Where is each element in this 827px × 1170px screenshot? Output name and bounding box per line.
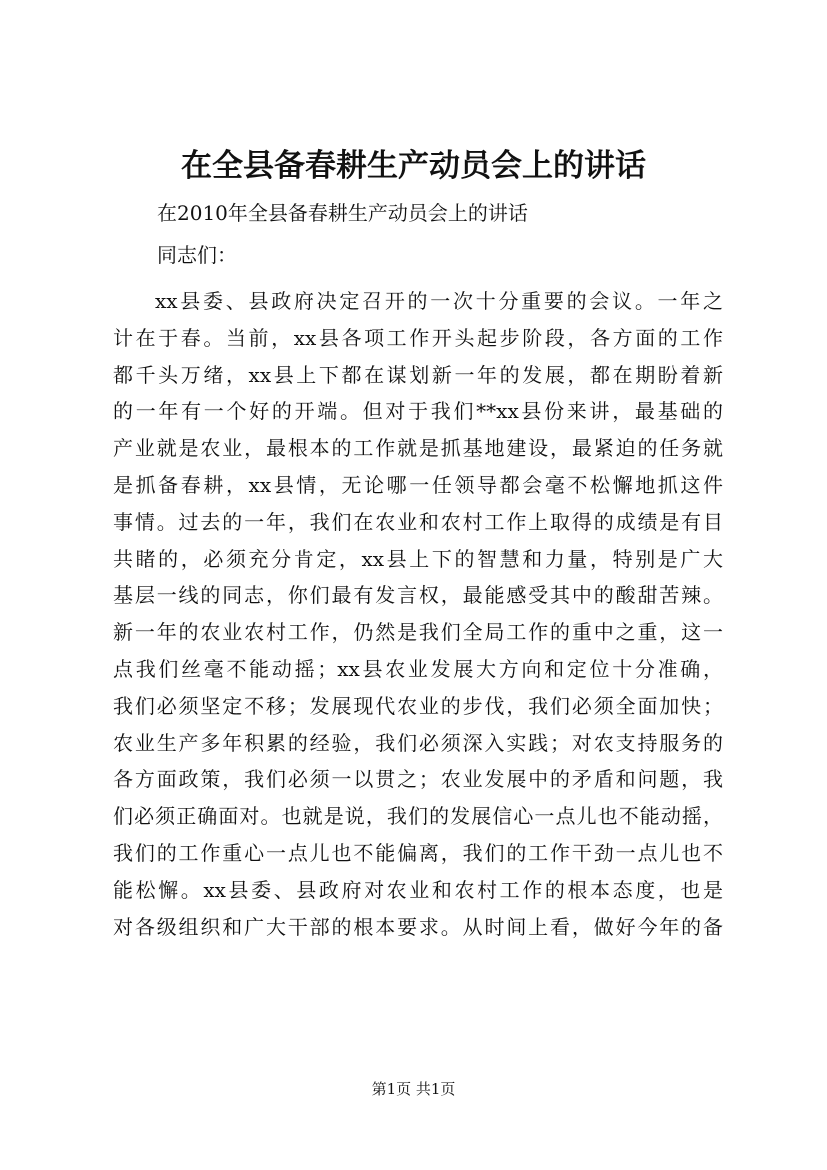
body-line: 基层一线的同志，你们最有发言权，最能感受其中的酸甜苦辣。 [113,583,723,608]
body-paragraph [113,283,723,945]
body-line: 新一年的农业农村工作，仍然是我们全局工作的重中之重，这一 [113,620,723,645]
body-line: 计在于春。当前，xx县各项工作开头起步阶段，各方面的工作 [113,325,723,350]
document-title: 在全县备春耕生产动员会上的讲话 [181,148,646,184]
page-footer: 第1页 共1页 [371,1080,456,1098]
body-line: 的一年有一个好的开端。但对于我们**xx县份来讲，最基础的 [113,399,723,424]
body-line: xx县委、县政府决定召开的一次十分重要的会议。一年之 [155,289,723,313]
body-line: 是抓备春耕，xx县情，无论哪一任领导都会毫不松懈地抓这件 [113,472,723,497]
body-line: 我们必须坚定不移；发展现代农业的步伐，我们必须全面加快； [113,693,723,718]
body-line: 共睹的，必须充分肯定，xx县上下的智慧和力量，特别是广大 [113,546,723,571]
document-subtitle: 在2010年全县备春耕生产动员会上的讲话 [157,201,528,225]
body-line: 点我们丝毫不能动摇；xx县农业发展大方向和定位十分准确， [113,656,723,681]
body-line: 能松懈。xx县委、县政府对农业和农村工作的根本态度，也是 [113,877,723,902]
body-line: 对各级组织和广大干部的根本要求。从时间上看，做好今年的备 [113,914,723,939]
body-line: 各方面政策，我们必须一以贯之；农业发展中的矛盾和问题，我 [113,767,723,792]
body-line: 们必须正确面对。也就是说，我们的发展信心一点儿也不能动摇， [113,804,723,829]
body-line: 农业生产多年积累的经验，我们必须深入实践；对农支持服务的 [113,730,723,755]
body-line: 产业就是农业，最根本的工作就是抓基地建设，最紧迫的任务就 [113,436,723,461]
body-line: 都千头万绪，xx县上下都在谋划新一年的发展，都在期盼着新 [113,362,723,387]
salutation: 同志们： [157,243,237,267]
body-line: 我们的工作重心一点儿也不能偏离，我们的工作干劲一点儿也不 [113,840,723,865]
body-line: 事情。过去的一年，我们在农业和农村工作上取得的成绩是有目 [113,509,723,534]
